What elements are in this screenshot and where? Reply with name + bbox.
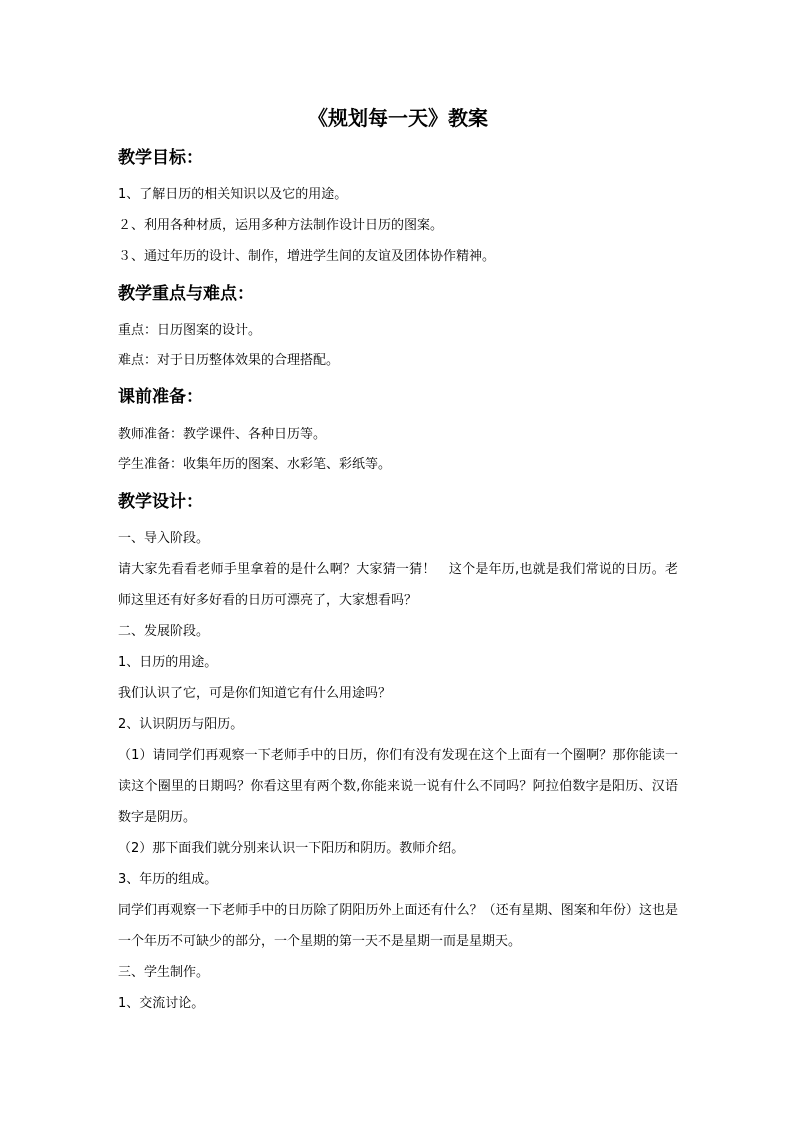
design-paragraph-introduce: （2）那下面我们就分别来认识一下阳历和阴历。教师介绍。: [118, 841, 465, 856]
design-subitem-1: 1、日历的用途。: [118, 655, 218, 670]
design-subitem-discussion: 1、交流讨论。: [118, 996, 205, 1011]
objective-item-3: ３、通过年历的设计、制作，增进学生间的友谊及团体协作精神。: [118, 249, 496, 264]
heading-design: 教学设计：: [118, 492, 203, 512]
design-paragraph-usage: 我们认识了它，可是你们知道它有什么用途吗？: [118, 686, 392, 701]
heading-key-points: 教学重点与难点：: [118, 284, 254, 304]
heading-objectives: 教学目标：: [118, 148, 203, 168]
key-point-item-2: 难点：对于日历整体效果的合理搭配。: [118, 353, 340, 368]
preparation-item-1: 教师准备：教学课件、各种日历等。: [118, 427, 327, 442]
preparation-item-2: 学生准备：收集年历的图案、水彩笔、彩纸等。: [118, 457, 392, 472]
design-paragraph-intro: 请大家先看看老师手里拿着的是什么啊？大家猜一猜！ 这个是年历,也就是我们常说的日历。老师这里还有好多好看的日历可漂亮了，大家想看吗？: [118, 562, 678, 608]
key-point-item-1: 重点：日历图案的设计。: [118, 323, 262, 338]
design-stage-1: 一、导入阶段。: [118, 531, 210, 546]
design-stage-2: 二、发展阶段。: [118, 624, 210, 639]
design-subitem-3: 3、年历的组成。: [118, 872, 218, 887]
design-stage-3: 三、学生制作。: [118, 965, 210, 980]
design-subitem-2: 2、认识阴历与阳历。: [118, 717, 244, 732]
heading-preparation: 课前准备：: [118, 387, 203, 407]
objective-item-1: 1、了解日历的相关知识以及它的用途。: [118, 187, 348, 202]
objective-item-2: ２、利用各种材质，运用多种方法制作设计日历的图案。: [118, 218, 444, 233]
design-paragraph-composition: 同学们再观察一下老师手中的日历除了阴阳历外上面还有什么？（还有星期、图案和年份）这也是一个年历不可缺少的部分，一个星期的第一天不是星期一而是星期天。: [118, 903, 678, 949]
document-title: 《规划每一天》教案: [308, 106, 488, 130]
design-paragraph-observe: （1）请同学们再观察一下老师手中的日历，你们有没有发现在这个上面有一个圈啊？那你能读一读这个圈里的日期吗？你看这里有两个数,你能来说一说有什么不同吗？阿拉伯数字是阳历、汉语数字是阴历。: [118, 748, 678, 825]
